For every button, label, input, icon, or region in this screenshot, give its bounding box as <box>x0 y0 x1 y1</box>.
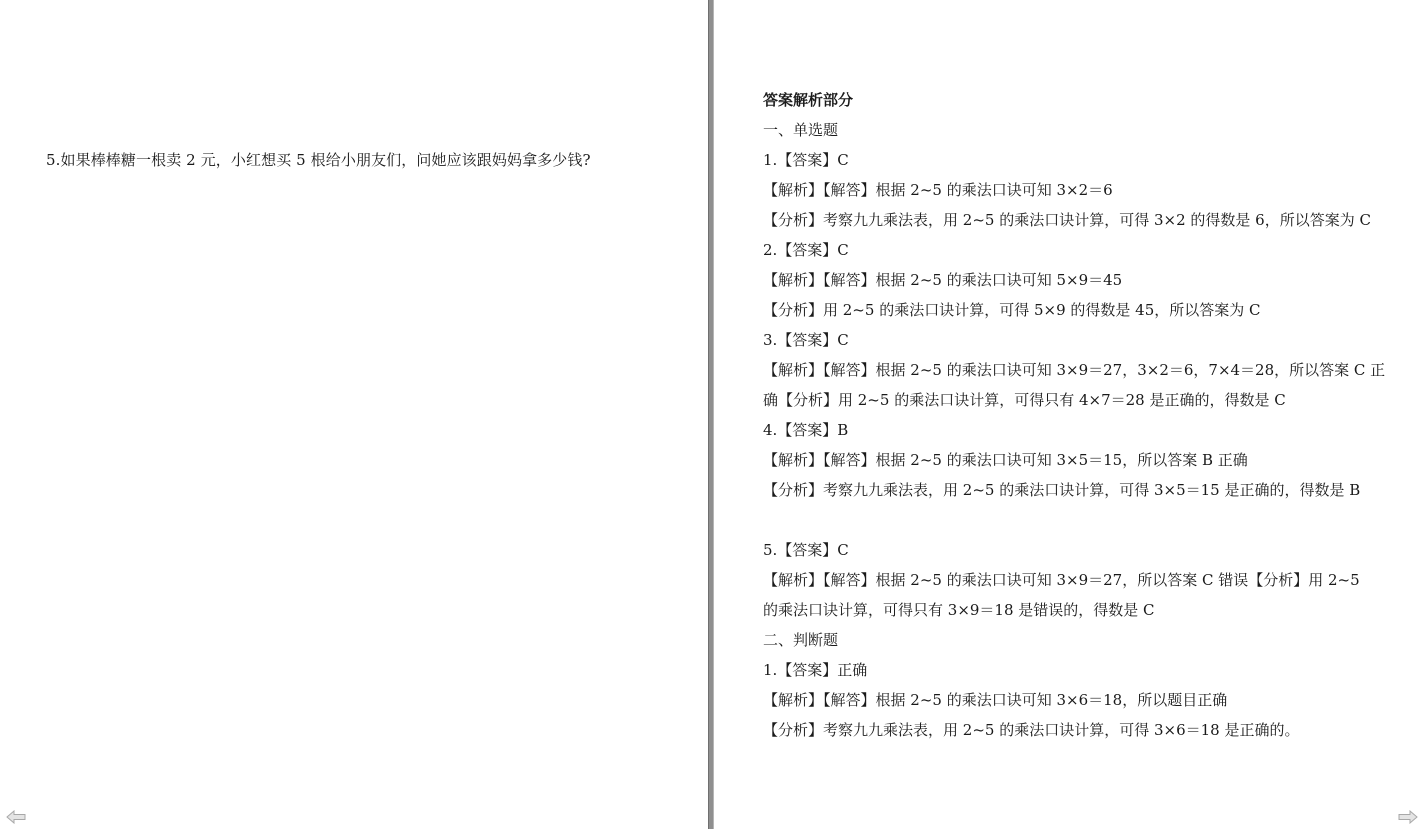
prev-page-button[interactable] <box>6 809 26 823</box>
next-page-button[interactable] <box>1398 809 1418 823</box>
analysis-line: 确【分析】用 2~5 的乘法口诀计算，可得只有 4×7＝28 是正确的，得数是 C <box>763 391 1286 409</box>
answer-line: 4.【答案】B <box>763 421 849 439</box>
analysis-line: 【解析】【解答】根据 2~5 的乘法口诀可知 3×9＝27，3×2＝6，7×4＝28，所以答案 C 正 <box>763 361 1386 379</box>
answer-line: 1.【答案】正确 <box>763 661 868 679</box>
section-heading-single-choice: 一、单选题 <box>763 121 839 139</box>
analysis-line: 【解析】【解答】根据 2~5 的乘法口诀可知 3×6＝18，所以题目正确 <box>763 691 1228 709</box>
answer-line: 5.【答案】C <box>763 541 849 559</box>
analysis-line: 【解析】【解答】根据 2~5 的乘法口诀可知 5×9＝45 <box>763 271 1123 289</box>
answer-line: 2.【答案】C <box>763 241 849 259</box>
analysis-line: 【分析】考察九九乘法表，用 2~5 的乘法口诀计算，可得 3×6＝18 是正确的。 <box>763 721 1300 739</box>
analysis-line: 的乘法口诀计算，可得只有 3×9＝18 是错误的，得数是 C <box>763 601 1155 619</box>
answer-section <box>763 85 1386 745</box>
analysis-line: 【分析】考察九九乘法表，用 2~5 的乘法口诀计算，可得 3×2 的得数是 6，所以答案为 C <box>763 211 1371 229</box>
analysis-line: 【解析】【解答】根据 2~5 的乘法口诀可知 3×9＝27，所以答案 C 错误【分析】用 2~5 <box>763 571 1360 589</box>
left-page <box>0 0 708 829</box>
answer-section-title: 答案解析部分 <box>763 91 854 109</box>
arrow-left-icon <box>6 810 26 824</box>
analysis-line: 【分析】考察九九乘法表，用 2~5 的乘法口诀计算，可得 3×5＝15 是正确的，得数是 B <box>763 481 1361 499</box>
question-5: 5.如果棒棒糖一根卖 2 元，小红想买 5 根给小朋友们，问她应该跟妈妈拿多少钱? <box>46 151 591 169</box>
analysis-line: 【分析】用 2~5 的乘法口诀计算，可得 5×9 的得数是 45，所以答案为 C <box>763 301 1261 319</box>
section-heading-true-false: 二、判断题 <box>763 631 839 649</box>
answer-line: 3.【答案】C <box>763 331 849 349</box>
arrow-right-icon <box>1398 810 1418 824</box>
answer-line: 1.【答案】C <box>763 151 849 169</box>
analysis-line: 【解析】【解答】根据 2~5 的乘法口诀可知 3×2＝6 <box>763 181 1113 199</box>
blank-line <box>763 505 1383 535</box>
analysis-line: 【解析】【解答】根据 2~5 的乘法口诀可知 3×5＝15，所以答案 B 正确 <box>763 451 1248 469</box>
